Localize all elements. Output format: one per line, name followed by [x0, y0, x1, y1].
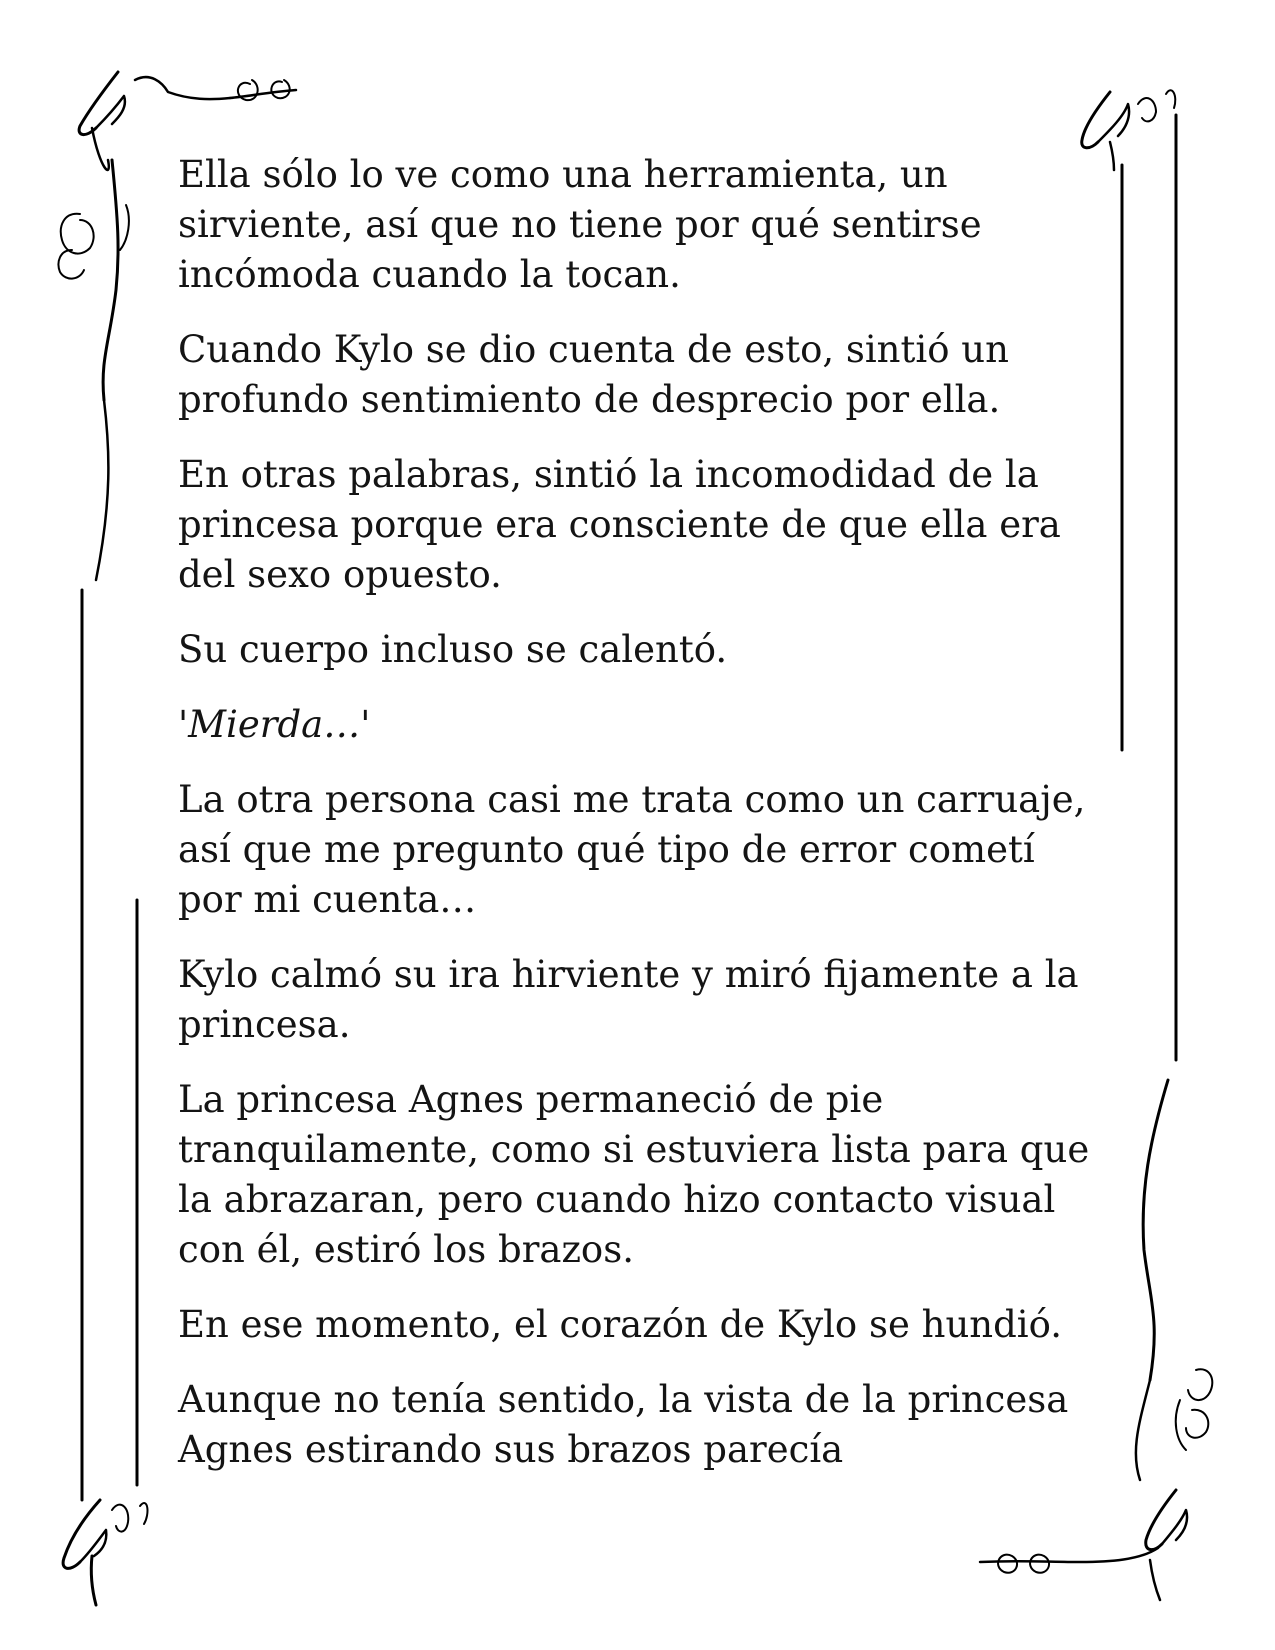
paragraph: Cuando Kylo se dio cuenta de esto, sintió un profundo sentimiento de desprecio por ella. — [178, 328, 1009, 421]
paragraph: Ella sólo lo ve como una herramienta, un sirviente, así que no tiene por qué sentirse incómoda cuando la tocan. — [178, 153, 982, 296]
paragraph: En ese momento, el corazón de Kylo se hundió. — [178, 1303, 1063, 1346]
paragraph: Su cuerpo incluso se calentó. — [178, 628, 728, 671]
paragraph: Kylo calmó su ira hirviente y miró fijamente a la princesa. — [178, 953, 1079, 1046]
inner-thought-paragraph: 'Mierda…' — [178, 703, 371, 746]
paragraph: La otra persona casi me trata como un carruaje, así que me pregunto qué tipo de error cometí por mi cuenta… — [178, 778, 1086, 921]
paragraph: Aunque no tenía sentido, la vista de la princesa Agnes estirando sus brazos parecía — [178, 1378, 1069, 1471]
story-text — [178, 150, 1108, 1500]
paragraph: La princesa Agnes permaneció de pie tranquilamente, como si estuviera lista para que la abrazaran, pero cuando hizo contacto visual con él, estiró los brazos. — [178, 1078, 1090, 1271]
paragraph: En otras palabras, sintió la incomodidad de la princesa porque era consciente de que ella era del sexo opuesto. — [178, 453, 1061, 596]
bottom-left-flourish-ornament — [63, 1500, 147, 1605]
